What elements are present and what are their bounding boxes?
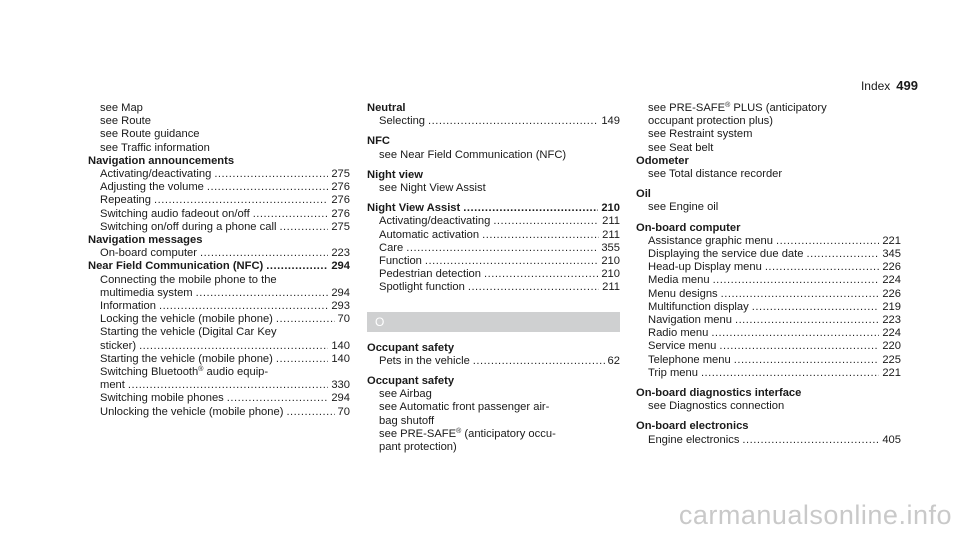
- index-heading: Odometer: [636, 154, 689, 167]
- index-entry: Adjusting the volume ..... 276: [88, 181, 350, 194]
- index-entry: Switching audio fadeout on/off ..... 276: [88, 208, 350, 221]
- index-heading: Occupant safety: [367, 341, 455, 354]
- watermark: carmanualsonline.info: [678, 500, 952, 530]
- index-entry: Displaying the service due date ..... 345: [636, 248, 901, 261]
- section-letter-bar: O: [367, 312, 620, 332]
- index-entry: Information ..... 293: [88, 300, 350, 313]
- index-entry: Activating/deactivating ..... 211: [367, 215, 620, 228]
- see-reference: occupant protection plus): [648, 115, 774, 128]
- index-heading: Oil: [636, 188, 651, 201]
- index-heading: Night view: [367, 168, 423, 181]
- index-heading: NFC: [367, 135, 390, 148]
- index-entry: Activating/deactivating ..... 275: [88, 168, 350, 181]
- index-heading: On-board computer: [636, 221, 741, 234]
- index-entry: Care ..... 355: [367, 242, 620, 255]
- index-entry: multimedia system ..... 294: [88, 287, 350, 300]
- index-entry: Starting the vehicle (mobile phone) ..... 140: [88, 353, 350, 366]
- see-reference: pant protection): [379, 441, 457, 454]
- see-reference: see PRE-SAFE® (anticipatory occu-: [379, 427, 556, 440]
- index-entry: Navigation menu ..... 223: [636, 314, 901, 327]
- index-entry-line: Connecting the mobile phone to the: [100, 273, 277, 286]
- see-reference: see Traffic information: [100, 141, 210, 154]
- index-entry: Switching on/off during a phone call ..... 275: [88, 221, 350, 234]
- index-column-2: [367, 102, 620, 454]
- index-heading: Neutral: [367, 102, 406, 114]
- index-entry: On-board computer ..... 223: [88, 247, 350, 260]
- index-entry: Telephone menu ..... 225: [636, 354, 901, 367]
- index-entry: Service menu ..... 220: [636, 340, 901, 353]
- index-heading-night-view-assist: Night View Assist ..... 210: [367, 202, 620, 215]
- see-reference: see Night View Assist: [379, 182, 486, 195]
- index-entry: Assistance graphic menu ..... 221: [636, 235, 901, 248]
- index-column-1: [88, 102, 350, 419]
- see-reference: see Airbag: [379, 388, 432, 401]
- see-reference: see Seat belt: [648, 141, 714, 154]
- index-entry: Trip menu ..... 221: [636, 367, 901, 380]
- header-title: Index: [860, 79, 891, 93]
- index-entry: Unlocking the vehicle (mobile phone) ..... 70: [88, 406, 350, 419]
- index-entry-line: Switching Bluetooth® audio equip-: [100, 366, 269, 379]
- index-entry: Function ..... 210: [367, 255, 620, 268]
- index-entry: Radio menu ..... 224: [636, 327, 901, 340]
- index-entry: Switching mobile phones ..... 294: [88, 392, 350, 405]
- see-reference: see Restraint system: [648, 128, 753, 141]
- index-entry: ment ..... 330: [88, 379, 350, 392]
- index-entry: Pedestrian detection ..... 210: [367, 268, 620, 281]
- see-reference: see Route guidance: [100, 128, 200, 141]
- index-entry: Multifunction display ..... 219: [636, 301, 901, 314]
- page-number: 499: [896, 78, 918, 93]
- see-reference: see Map: [100, 102, 143, 114]
- index-entry: Pets in the vehicle ..... 62: [367, 355, 620, 368]
- see-reference: bag shutoff: [379, 414, 435, 427]
- index-heading: Navigation announcements: [88, 154, 235, 167]
- see-reference: see Diagnostics connection: [648, 400, 785, 413]
- see-reference: see Near Field Communication (NFC): [379, 148, 567, 161]
- see-reference: see Total distance recorder: [648, 168, 783, 181]
- see-reference: see PRE-SAFE® PLUS (anticipatory: [648, 102, 827, 114]
- page-header: [861, 78, 918, 93]
- index-entry: Repeating ..... 276: [88, 194, 350, 207]
- index-entry: Engine electronics ..... 405: [636, 434, 901, 447]
- index-entry: Selecting ..... 149: [367, 115, 620, 128]
- index-column-3: [636, 102, 901, 447]
- see-reference: see Automatic front passenger air-: [379, 401, 550, 414]
- index-entry: Menu designs ..... 226: [636, 288, 901, 301]
- index-entry: Spotlight function ..... 211: [367, 281, 620, 294]
- index-heading: Occupant safety: [367, 375, 455, 388]
- index-heading: Navigation messages: [88, 234, 203, 247]
- index-entry: sticker) ..... 140: [88, 340, 350, 353]
- index-heading: On-board electronics: [636, 420, 749, 433]
- index-heading-nfc: Near Field Communication (NFC) ..... 294: [88, 260, 350, 273]
- index-heading: On-board diagnostics interface: [636, 387, 802, 400]
- see-reference: see Route: [100, 115, 151, 128]
- index-entry: Automatic activation ..... 211: [367, 229, 620, 242]
- see-reference: see Engine oil: [648, 201, 719, 214]
- index-entry: Media menu ..... 224: [636, 274, 901, 287]
- index-entry: Head-up Display menu ..... 226: [636, 261, 901, 274]
- index-entry: Locking the vehicle (mobile phone) ..... 70: [88, 313, 350, 326]
- index-entry-line: Starting the vehicle (Digital Car Key: [100, 326, 277, 339]
